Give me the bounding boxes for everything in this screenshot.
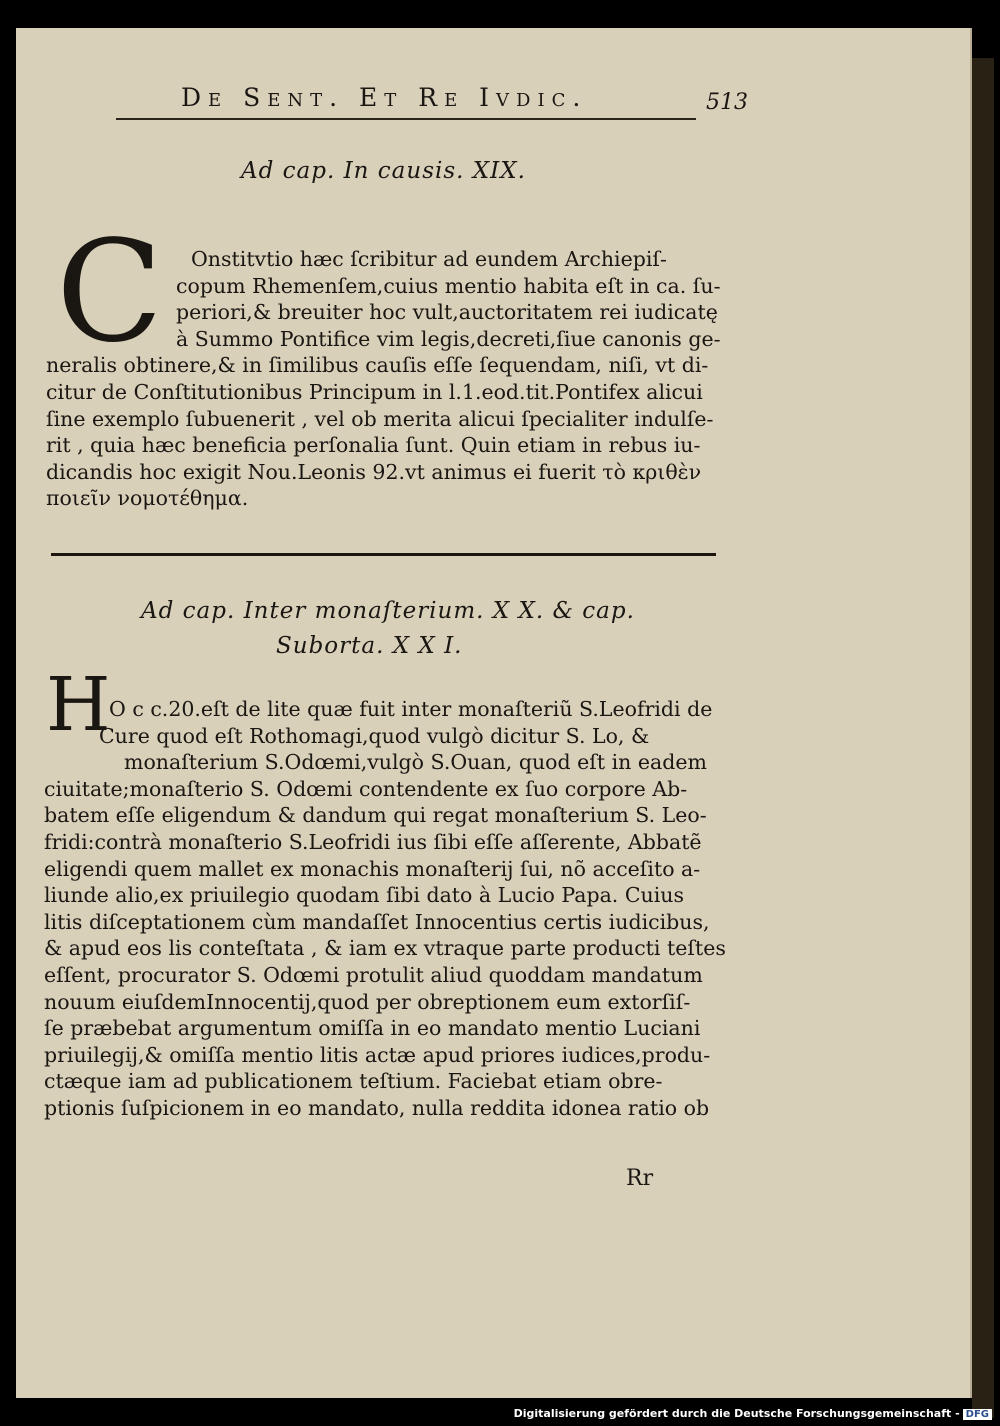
text-line: litis diſceptationem cùm mandaſſet Innocentius certis iudicibus,	[44, 909, 710, 934]
text-line: ſe præbebat argumentum omiſſa in eo mandato mentio Luciani	[44, 1016, 701, 1041]
running-title: De Sent. Et Re Ivdic.	[181, 83, 588, 112]
text-line: nouum eiuſdemInnocentij,quod per obreptionem eum extorſiſ-	[44, 989, 691, 1014]
text-line: ciuitate;monaſterio S. Odœmi contendente ex ſuo corpore Ab-	[44, 776, 688, 801]
text-line: batem eſſe eligendum & dandum qui regat monaſterium S. Leo-	[44, 803, 707, 828]
section-1-title: Ad cap. In causis. XIX.	[241, 158, 526, 184]
text-line: eligendi quem mallet ex monachis monaſterij ſui, nõ acceſito a-	[44, 856, 701, 881]
text-line: & apud eos lis conteſtata , & iam ex vtraque parte producti teſtes	[44, 936, 726, 961]
book-page	[16, 28, 972, 1398]
text-line: dicandis hoc exigit Nou.Leonis 92.vt animus ei fuerit τὸ κριθὲν	[46, 459, 702, 484]
text-line: O c c.20.eſt de lite quæ fuit inter monaſteriũ S.Leofridi de	[109, 697, 713, 721]
text-line: rit , quia hæc beneficia perſonalia ſunt. Quin etiam in rebus iu-	[46, 433, 701, 458]
page-number: 513	[706, 90, 748, 115]
footer-text: Digitalisierung gefördert durch die Deutsche Forschungsgemeinschaft -	[513, 1407, 960, 1420]
text-line: liunde alio,ex priuilegio quodam ſibi dato à Lucio Papa. Cuius	[44, 883, 684, 908]
text-line: priuilegij,& omiſſa mentio litis actæ apud priores iudices,produ-	[44, 1042, 711, 1067]
text-line: copum Rhemenſem,cuius mentio habita eſt in ca. ſu-	[176, 273, 721, 298]
text-line: monaſterium S.Odœmi,vulgò S.Ouan, quod eſt in eadem	[124, 750, 707, 775]
dfg-logo: DFG	[963, 1409, 992, 1420]
section-2-title-line2: Suborta. X X I.	[276, 633, 463, 659]
text-line: neralis obtinere,& in ſimilibus cauſis eſſe ſequendam, niſi, vt di-	[46, 353, 709, 378]
text-line: ptionis ſuſpicionem in eo mandato, nulla reddita idonea ratio ob	[44, 1095, 710, 1120]
section-2-title-line1: Ad cap. Inter monaſterium. X X. & cap.	[141, 598, 635, 624]
drop-cap-h: H	[46, 662, 111, 748]
header-rule	[116, 118, 696, 120]
section-2-paragraph	[44, 696, 726, 1122]
drop-cap-c: C	[56, 211, 164, 374]
catchword: Rr	[626, 1166, 654, 1191]
text-line: periori,& breuiter hoc vult,auctoritatem rei iudicatę	[176, 300, 718, 325]
text-line: à Summo Pontifice vim legis,decreti,ſiue canonis ge-	[176, 326, 721, 351]
section-1-paragraph	[46, 246, 721, 512]
text-line: Onstitvtio hæc ſcribitur ad eundem Archiepiſ-	[191, 247, 667, 271]
text-line: fridi:contrà monaſterio S.Leofridi ius ſibi eſſe aſſerente, Abbatẽ	[44, 829, 702, 854]
page-edge	[972, 58, 994, 1418]
text-line: citur de Conſtitutionibus Principum in l.1.eod.tit.Pontifex alicui	[46, 379, 703, 404]
digitization-footer	[514, 1407, 992, 1420]
text-line: eſſent, procurator S. Odœmi protulit aliud quoddam mandatum	[44, 962, 703, 987]
text-line: Cure quod eſt Rothomagi,quod vulgò dicitur S. Lo, &	[99, 723, 650, 748]
text-line: ſine exemplo ſubuenerit , vel ob merita alicui ſpecialiter indulſe-	[46, 406, 714, 431]
section-divider	[51, 553, 716, 556]
text-line: ctæque iam ad publicationem teſtium. Faciebat etiam obre-	[44, 1069, 663, 1094]
text-line: ποιεῖν νομοτέθημα.	[46, 486, 249, 511]
